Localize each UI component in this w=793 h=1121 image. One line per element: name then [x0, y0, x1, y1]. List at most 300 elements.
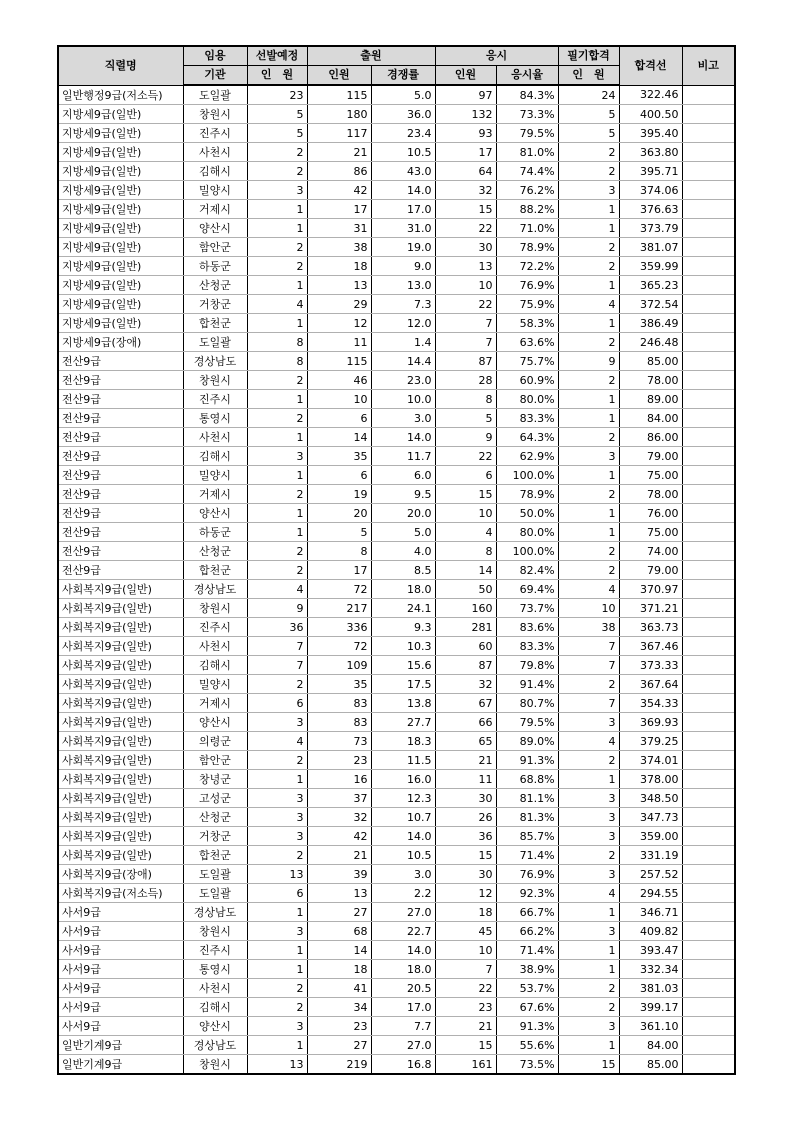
table-row	[58, 447, 735, 466]
cell-passed: 2	[558, 428, 619, 447]
table-row	[58, 770, 735, 789]
cell-position: 전산9급	[58, 542, 183, 561]
cell-applied-count: 115	[307, 85, 371, 105]
cell-agency: 양산시	[183, 1017, 247, 1036]
cell-exam-rate: 88.2%	[496, 200, 558, 219]
cell-agency: 김해시	[183, 656, 247, 675]
cell-applied-count: 86	[307, 162, 371, 181]
cell-applied-count: 72	[307, 637, 371, 656]
cell-agency: 거창군	[183, 827, 247, 846]
cell-note	[682, 941, 735, 960]
cell-planned: 7	[247, 637, 307, 656]
cell-passed: 1	[558, 523, 619, 542]
cell-position: 전산9급	[58, 523, 183, 542]
cell-cutoff: 257.52	[619, 865, 682, 884]
cell-exam-rate: 79.8%	[496, 656, 558, 675]
cell-cutoff: 363.80	[619, 143, 682, 162]
cell-competition: 24.1	[371, 599, 435, 618]
cell-cutoff: 367.64	[619, 675, 682, 694]
cell-cutoff: 361.10	[619, 1017, 682, 1036]
cell-note	[682, 276, 735, 295]
cell-note	[682, 751, 735, 770]
cell-position: 지방세9급(일반)	[58, 314, 183, 333]
cell-cutoff: 78.00	[619, 371, 682, 390]
cell-passed: 10	[558, 599, 619, 618]
cell-agency: 사천시	[183, 143, 247, 162]
cell-competition: 27.0	[371, 903, 435, 922]
cell-note	[682, 162, 735, 181]
cell-applied-count: 13	[307, 884, 371, 903]
cell-applied-count: 23	[307, 751, 371, 770]
cell-agency: 도일괄	[183, 85, 247, 105]
cell-agency: 밀양시	[183, 675, 247, 694]
cell-exam-rate: 92.3%	[496, 884, 558, 903]
cell-planned: 2	[247, 675, 307, 694]
table-row	[58, 409, 735, 428]
cell-competition: 9.3	[371, 618, 435, 637]
cell-position: 사서9급	[58, 998, 183, 1017]
cell-exam-count: 14	[435, 561, 496, 580]
table-row	[58, 333, 735, 352]
cell-exam-count: 6	[435, 466, 496, 485]
cell-passed: 1	[558, 276, 619, 295]
table-row	[58, 884, 735, 903]
cell-applied-count: 6	[307, 409, 371, 428]
cell-applied-count: 10	[307, 390, 371, 409]
table-row	[58, 352, 735, 371]
header-note: 비고	[682, 46, 735, 85]
cell-cutoff: 246.48	[619, 333, 682, 352]
cell-position: 지방세9급(일반)	[58, 238, 183, 257]
cell-agency: 거제시	[183, 200, 247, 219]
cell-note	[682, 561, 735, 580]
cell-exam-count: 5	[435, 409, 496, 428]
cell-cutoff: 359.99	[619, 257, 682, 276]
cell-cutoff: 86.00	[619, 428, 682, 447]
cell-planned: 2	[247, 409, 307, 428]
cell-planned: 3	[247, 181, 307, 200]
cell-agency: 거제시	[183, 485, 247, 504]
cell-passed: 2	[558, 238, 619, 257]
cell-note	[682, 770, 735, 789]
table-row	[58, 713, 735, 732]
cell-exam-rate: 73.3%	[496, 105, 558, 124]
cell-agency: 거제시	[183, 694, 247, 713]
cell-exam-rate: 83.3%	[496, 637, 558, 656]
cell-exam-rate: 100.0%	[496, 542, 558, 561]
cell-exam-count: 28	[435, 371, 496, 390]
table-row	[58, 580, 735, 599]
cell-competition: 17.0	[371, 200, 435, 219]
header-applied: 출원	[307, 46, 435, 66]
cell-note	[682, 1055, 735, 1075]
cell-exam-rate: 76.2%	[496, 181, 558, 200]
cell-passed: 2	[558, 846, 619, 865]
cell-passed: 4	[558, 295, 619, 314]
header-planned-bottom: 인 원	[247, 66, 307, 86]
cell-competition: 12.3	[371, 789, 435, 808]
cell-cutoff: 395.40	[619, 124, 682, 143]
cell-passed: 2	[558, 979, 619, 998]
cell-exam-rate: 84.3%	[496, 85, 558, 105]
cell-passed: 1	[558, 314, 619, 333]
cell-exam-rate: 53.7%	[496, 979, 558, 998]
cell-planned: 2	[247, 143, 307, 162]
cell-note	[682, 390, 735, 409]
cell-passed: 5	[558, 124, 619, 143]
cell-exam-rate: 66.2%	[496, 922, 558, 941]
cell-planned: 9	[247, 599, 307, 618]
cell-competition: 27.7	[371, 713, 435, 732]
cell-passed: 1	[558, 200, 619, 219]
table-row	[58, 1055, 735, 1075]
cell-applied-count: 17	[307, 200, 371, 219]
table-row	[58, 960, 735, 979]
cell-exam-count: 15	[435, 485, 496, 504]
cell-exam-count: 45	[435, 922, 496, 941]
cell-planned: 2	[247, 371, 307, 390]
cell-cutoff: 85.00	[619, 1055, 682, 1075]
cell-note	[682, 333, 735, 352]
cell-cutoff: 373.79	[619, 219, 682, 238]
cell-note	[682, 124, 735, 143]
cell-applied-count: 32	[307, 808, 371, 827]
cell-note	[682, 1036, 735, 1055]
cell-agency: 합천군	[183, 561, 247, 580]
header-passed-top: 필기합격	[558, 46, 619, 66]
cell-exam-count: 4	[435, 523, 496, 542]
table-row	[58, 979, 735, 998]
table-row	[58, 371, 735, 390]
cell-position: 전산9급	[58, 504, 183, 523]
cell-exam-count: 7	[435, 333, 496, 352]
cell-competition: 8.5	[371, 561, 435, 580]
cell-passed: 1	[558, 960, 619, 979]
cell-planned: 1	[247, 770, 307, 789]
cell-applied-count: 115	[307, 352, 371, 371]
cell-agency: 김해시	[183, 998, 247, 1017]
cell-planned: 8	[247, 352, 307, 371]
table-row	[58, 941, 735, 960]
cell-agency: 산청군	[183, 808, 247, 827]
cell-exam-count: 15	[435, 1036, 496, 1055]
cell-note	[682, 865, 735, 884]
cell-planned: 3	[247, 447, 307, 466]
cell-cutoff: 359.00	[619, 827, 682, 846]
cell-agency: 고성군	[183, 789, 247, 808]
cell-exam-rate: 74.4%	[496, 162, 558, 181]
cell-agency: 창원시	[183, 371, 247, 390]
cell-position: 사회복지9급(일반)	[58, 618, 183, 637]
cell-note	[682, 580, 735, 599]
table-row	[58, 732, 735, 751]
cell-passed: 1	[558, 770, 619, 789]
cell-position: 사서9급	[58, 903, 183, 922]
cell-competition: 14.0	[371, 941, 435, 960]
cell-passed: 1	[558, 941, 619, 960]
cell-competition: 31.0	[371, 219, 435, 238]
cell-agency: 산청군	[183, 542, 247, 561]
cell-exam-rate: 80.7%	[496, 694, 558, 713]
cell-note	[682, 808, 735, 827]
cell-competition: 10.3	[371, 637, 435, 656]
table-row	[58, 675, 735, 694]
cell-passed: 2	[558, 542, 619, 561]
cell-planned: 2	[247, 846, 307, 865]
cell-agency: 진주시	[183, 390, 247, 409]
cell-exam-rate: 71.4%	[496, 941, 558, 960]
cell-applied-count: 21	[307, 846, 371, 865]
cell-competition: 36.0	[371, 105, 435, 124]
cell-exam-count: 65	[435, 732, 496, 751]
cell-agency: 함안군	[183, 238, 247, 257]
cell-agency: 경상남도	[183, 580, 247, 599]
cell-exam-count: 50	[435, 580, 496, 599]
cell-exam-rate: 91.4%	[496, 675, 558, 694]
cell-passed: 7	[558, 694, 619, 713]
cell-passed: 2	[558, 371, 619, 390]
cell-exam-rate: 79.5%	[496, 713, 558, 732]
cell-note	[682, 200, 735, 219]
cell-exam-count: 23	[435, 998, 496, 1017]
table-row	[58, 998, 735, 1017]
cell-cutoff: 84.00	[619, 409, 682, 428]
cell-applied-count: 8	[307, 542, 371, 561]
cell-planned: 2	[247, 979, 307, 998]
cell-competition: 11.7	[371, 447, 435, 466]
cell-cutoff: 78.00	[619, 485, 682, 504]
table-row	[58, 789, 735, 808]
cell-cutoff: 381.03	[619, 979, 682, 998]
cell-exam-rate: 91.3%	[496, 1017, 558, 1036]
cell-applied-count: 17	[307, 561, 371, 580]
table-row	[58, 1036, 735, 1055]
cell-note	[682, 314, 735, 333]
cell-position: 지방세9급(일반)	[58, 181, 183, 200]
cell-planned: 3	[247, 1017, 307, 1036]
cell-note	[682, 675, 735, 694]
cell-exam-rate: 67.6%	[496, 998, 558, 1017]
cell-planned: 3	[247, 922, 307, 941]
cell-passed: 1	[558, 504, 619, 523]
cell-cutoff: 85.00	[619, 352, 682, 371]
cell-planned: 23	[247, 85, 307, 105]
cell-note	[682, 105, 735, 124]
cell-note	[682, 219, 735, 238]
table-header	[58, 46, 735, 85]
cell-note	[682, 238, 735, 257]
cell-agency: 사천시	[183, 637, 247, 656]
table-row	[58, 523, 735, 542]
cell-note	[682, 409, 735, 428]
cell-position: 지방세9급(일반)	[58, 219, 183, 238]
cell-planned: 13	[247, 865, 307, 884]
cell-note	[682, 447, 735, 466]
table-row	[58, 542, 735, 561]
cell-applied-count: 27	[307, 1036, 371, 1055]
cell-competition: 23.0	[371, 371, 435, 390]
cell-cutoff: 400.50	[619, 105, 682, 124]
cell-passed: 38	[558, 618, 619, 637]
cell-note	[682, 181, 735, 200]
table-row	[58, 846, 735, 865]
cell-position: 사서9급	[58, 960, 183, 979]
cell-exam-rate: 64.3%	[496, 428, 558, 447]
cell-position: 사회복지9급(일반)	[58, 580, 183, 599]
cell-agency: 김해시	[183, 162, 247, 181]
cell-applied-count: 68	[307, 922, 371, 941]
table-row	[58, 656, 735, 675]
cell-competition: 14.0	[371, 428, 435, 447]
cell-exam-count: 11	[435, 770, 496, 789]
cell-passed: 3	[558, 789, 619, 808]
cell-applied-count: 34	[307, 998, 371, 1017]
cell-planned: 2	[247, 257, 307, 276]
cell-planned: 2	[247, 485, 307, 504]
cell-competition: 19.0	[371, 238, 435, 257]
cell-note	[682, 504, 735, 523]
cell-passed: 2	[558, 485, 619, 504]
cell-exam-count: 10	[435, 276, 496, 295]
cell-planned: 1	[247, 960, 307, 979]
cell-applied-count: 39	[307, 865, 371, 884]
cell-competition: 17.0	[371, 998, 435, 1017]
header-position: 직렬명	[58, 46, 183, 85]
table-row	[58, 903, 735, 922]
cell-note	[682, 85, 735, 105]
cell-cutoff: 348.50	[619, 789, 682, 808]
cell-position: 일반기계9급	[58, 1036, 183, 1055]
cell-cutoff: 75.00	[619, 523, 682, 542]
cell-passed: 7	[558, 656, 619, 675]
cell-position: 전산9급	[58, 447, 183, 466]
cell-competition: 17.5	[371, 675, 435, 694]
cell-applied-count: 35	[307, 675, 371, 694]
cell-planned: 1	[247, 941, 307, 960]
cell-note	[682, 371, 735, 390]
cell-cutoff: 399.17	[619, 998, 682, 1017]
cell-cutoff: 381.07	[619, 238, 682, 257]
cell-exam-rate: 76.9%	[496, 865, 558, 884]
table-row	[58, 1017, 735, 1036]
cell-note	[682, 143, 735, 162]
cell-competition: 9.5	[371, 485, 435, 504]
cell-applied-count: 117	[307, 124, 371, 143]
table-row	[58, 238, 735, 257]
cell-agency: 함안군	[183, 751, 247, 770]
cell-note	[682, 846, 735, 865]
cell-position: 지방세9급(일반)	[58, 143, 183, 162]
cell-position: 사서9급	[58, 1017, 183, 1036]
cell-planned: 1	[247, 276, 307, 295]
cell-exam-rate: 73.5%	[496, 1055, 558, 1075]
cell-applied-count: 14	[307, 941, 371, 960]
cell-exam-rate: 81.1%	[496, 789, 558, 808]
cell-note	[682, 884, 735, 903]
cell-passed: 1	[558, 1036, 619, 1055]
cell-exam-rate: 58.3%	[496, 314, 558, 333]
cell-applied-count: 31	[307, 219, 371, 238]
table-row	[58, 143, 735, 162]
cell-exam-count: 18	[435, 903, 496, 922]
cell-competition: 4.0	[371, 542, 435, 561]
cell-planned: 1	[247, 219, 307, 238]
cell-position: 사회복지9급(저소득)	[58, 884, 183, 903]
cell-planned: 1	[247, 903, 307, 922]
cell-planned: 5	[247, 105, 307, 124]
cell-competition: 11.5	[371, 751, 435, 770]
cell-position: 사회복지9급(일반)	[58, 713, 183, 732]
cell-position: 지방세9급(일반)	[58, 162, 183, 181]
cell-planned: 4	[247, 580, 307, 599]
cell-exam-rate: 81.0%	[496, 143, 558, 162]
cell-passed: 4	[558, 884, 619, 903]
cell-exam-count: 21	[435, 1017, 496, 1036]
cell-exam-count: 281	[435, 618, 496, 637]
cell-cutoff: 374.06	[619, 181, 682, 200]
cell-applied-count: 16	[307, 770, 371, 789]
cell-position: 지방세9급(일반)	[58, 200, 183, 219]
cell-cutoff: 393.47	[619, 941, 682, 960]
cell-note	[682, 732, 735, 751]
cell-passed: 2	[558, 675, 619, 694]
cell-exam-rate: 72.2%	[496, 257, 558, 276]
cell-cutoff: 347.73	[619, 808, 682, 827]
cell-agency: 거창군	[183, 295, 247, 314]
cell-exam-count: 60	[435, 637, 496, 656]
cell-applied-count: 42	[307, 827, 371, 846]
cell-applied-count: 73	[307, 732, 371, 751]
cell-applied-count: 109	[307, 656, 371, 675]
cell-agency: 산청군	[183, 276, 247, 295]
table-row	[58, 599, 735, 618]
cell-exam-count: 22	[435, 979, 496, 998]
cell-applied-count: 18	[307, 257, 371, 276]
cell-cutoff: 354.33	[619, 694, 682, 713]
cell-exam-rate: 78.9%	[496, 485, 558, 504]
cell-position: 사회복지9급(일반)	[58, 732, 183, 751]
cell-exam-count: 32	[435, 181, 496, 200]
cell-cutoff: 322.46	[619, 85, 682, 105]
cell-competition: 10.0	[371, 390, 435, 409]
cell-planned: 13	[247, 1055, 307, 1075]
cell-note	[682, 789, 735, 808]
cell-position: 전산9급	[58, 428, 183, 447]
cell-competition: 5.0	[371, 523, 435, 542]
cell-exam-rate: 78.9%	[496, 238, 558, 257]
table-row	[58, 561, 735, 580]
cell-exam-rate: 83.6%	[496, 618, 558, 637]
cell-agency: 사천시	[183, 979, 247, 998]
cell-passed: 2	[558, 998, 619, 1017]
cell-note	[682, 713, 735, 732]
cell-competition: 2.2	[371, 884, 435, 903]
cell-exam-rate: 80.0%	[496, 523, 558, 542]
cell-position: 지방세9급(일반)	[58, 124, 183, 143]
cell-applied-count: 23	[307, 1017, 371, 1036]
cell-competition: 3.0	[371, 409, 435, 428]
cell-cutoff: 332.34	[619, 960, 682, 979]
cell-position: 지방세9급(일반)	[58, 276, 183, 295]
cell-note	[682, 694, 735, 713]
cell-applied-count: 6	[307, 466, 371, 485]
cell-agency: 진주시	[183, 124, 247, 143]
cell-note	[682, 922, 735, 941]
cell-cutoff: 374.01	[619, 751, 682, 770]
table-row	[58, 808, 735, 827]
cell-exam-count: 7	[435, 314, 496, 333]
cell-cutoff: 379.25	[619, 732, 682, 751]
